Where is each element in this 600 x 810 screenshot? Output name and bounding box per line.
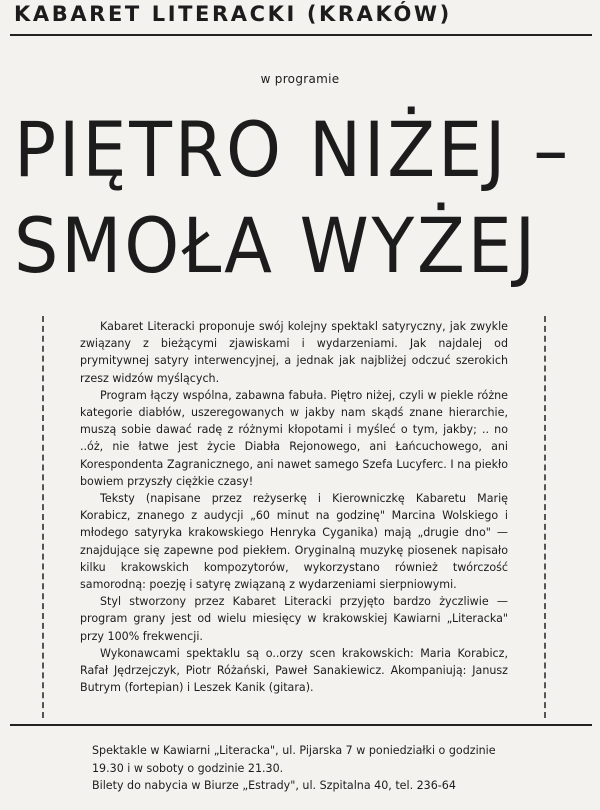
- header-title: KABARET LITERACKI (KRAKÓW): [14, 2, 452, 26]
- paragraph-texts: Teksty (napisane przez reżyserkę i Kierowniczkę Kabaretu Marię Korabicz, znanego z audycji „60 minut na godzinę" Marcina Wolskiego i młodego satyryka krakowskiego Henryka Cyganika) mają „drugie dno" — znajdujące się zapewne pod piekłem. Oryginalną muzykę piosenek napisało kilku krakowskich kompozytorów, wykorzystano również twórczość samorodną: poezję i satyrę związaną z wydarzeniami sierpniowymi.: [80, 492, 508, 592]
- paragraph-intro: Kabaret Literacki proponuje swój kolejny spektakl satyryczny, jak zwykle związany z bieżącymi zjawiskami i wydarzeniami. Jak najdalej od prymitywnej satyry interwencyjnej, a jednak jak najbliżej odczuć szerokich rzesz widzów myślących.: [80, 320, 508, 385]
- program-title-line2: SMOŁA WYŻEJ: [14, 201, 539, 290]
- footer-rule: [10, 724, 592, 726]
- paragraph-plot: Program łączy wspólna, zabawna fabuła. Piętro niżej, czyli w piekle różne kategorie diabłów, uszeregowanych w jakby nam skądś znane hierarchie, muszą sobie dawać radę z różnymi kłopotami i myśleć o tym, jakby; .. no ..óż, nie łatwe jest życie Diabła Rejonowego, ani Łańcuchowego, ani Korespondenta Zagranicznego, ani nawet samego Szefa Lucyferc. I na piekło bowiem przyszły ciężkie czasy!: [80, 388, 508, 488]
- footer-schedule: Spektakle w Kawiarni „Literacka", ul. Pijarska 7 w poniedziałki o godzinie 19.30 i w soboty o godzinie 21.30.: [92, 744, 496, 775]
- footer-tickets: Bilety do nabycia w Biurze „Estrady", ul. Szpitalna 40, tel. 236-64: [92, 779, 456, 792]
- paragraph-cast: Wykonawcami spektaklu są o..orzy scen krakowskich: Maria Korabicz, Rafał Jędrzejczyk, Piotr Różański, Paweł Sanakiewicz. Akompaniują: Janusz Butrym (fortepian) i Leszek Kanik (gitara).: [80, 646, 508, 695]
- header-rule: [10, 34, 592, 36]
- program-title-line1: PIĘTRO NIŻEJ –: [14, 105, 571, 194]
- footer-info: [92, 742, 522, 795]
- description-body: [80, 318, 508, 696]
- program-subtitle: w programie: [260, 72, 340, 86]
- paragraph-style: Styl stworzony przez Kabaret Literacki przyjęto bardzo życzliwie — program grany jest od wielu miesięcy w krakowskiej Kawiarni „Literacka" przy 100% frekwencji.: [80, 595, 508, 643]
